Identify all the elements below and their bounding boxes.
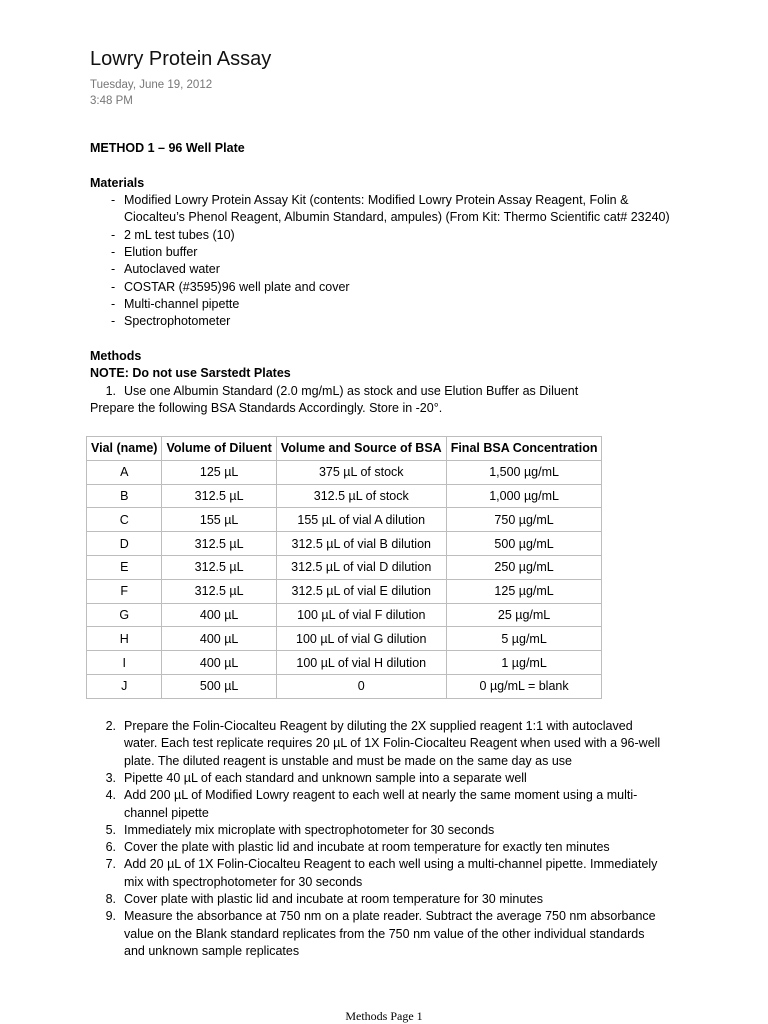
table-cell: 0 µg/mL = blank: [446, 674, 602, 698]
table-header-row: [87, 437, 602, 461]
table-row: [87, 579, 602, 603]
bullet-dash: -: [111, 193, 116, 207]
material-item: Elution buffer: [124, 244, 198, 259]
method-heading: METHOD 1 – 96 Well Plate: [90, 141, 245, 155]
table-cell: 375 µL of stock: [276, 460, 446, 484]
material-item: 2 mL test tubes (10): [124, 227, 235, 242]
step-number: 2.: [105, 719, 116, 733]
material-item: Spectrophotometer: [124, 314, 231, 329]
bullet-dash: -: [111, 279, 116, 294]
step-text: Prepare the Folin-Ciocalteu Reagent by diluting the 2X supplied reagent 1:1 with autoclaved: [124, 719, 633, 733]
table-cell: 155 µL of vial A dilution: [276, 508, 446, 532]
table-cell: 400 µL: [162, 651, 276, 675]
table-cell: G: [87, 603, 162, 627]
table-row: [87, 508, 602, 532]
table-cell: 400 µL: [162, 603, 276, 627]
step-text: Pipette 40 µL of each standard and unknown sample into a separate well: [124, 770, 527, 785]
table-cell: 750 µg/mL: [446, 508, 602, 532]
table-cell: F: [87, 579, 162, 603]
table-cell: 1,500 µg/mL: [446, 460, 602, 484]
table-header: Volume of Diluent: [162, 437, 276, 461]
table-cell: 312.5 µL: [162, 579, 276, 603]
bullet-dash: -: [111, 262, 116, 277]
step-number: 8.: [105, 892, 116, 906]
step-text: Cover plate with plastic lid and incubate at room temperature for 30 minutes: [124, 892, 543, 906]
step-number: 3.: [105, 770, 116, 785]
table-cell: 312.5 µL: [162, 532, 276, 556]
table-row: [87, 651, 602, 675]
table-cell: 500 µL: [162, 674, 276, 698]
step-number: 7.: [105, 857, 116, 872]
table-cell: 100 µL of vial F dilution: [276, 603, 446, 627]
table-cell: 100 µL of vial G dilution: [276, 627, 446, 651]
bullet-dash: -: [111, 314, 116, 329]
step-number: 9.: [105, 909, 116, 924]
bullet-dash: -: [111, 296, 116, 311]
step-number: 6.: [105, 840, 116, 855]
methods-heading: Methods: [90, 349, 142, 363]
table-row: [87, 460, 602, 484]
step-text: Add 20 µL of 1X Folin-Ciocalteu Reagent to each well using a multi-channel pipette. Immediately: [124, 857, 658, 872]
step-text: channel pipette: [124, 805, 209, 820]
table-cell: 1 µg/mL: [446, 651, 602, 675]
step-number: 4.: [105, 788, 116, 803]
table-cell: 125 µg/mL: [446, 579, 602, 603]
table-cell: 312.5 µL: [162, 484, 276, 508]
step-text: Immediately mix microplate with spectrophotometer for 30 seconds: [124, 822, 495, 837]
table-row: [87, 532, 602, 556]
step-text: value on the Blank standard replicates from the 750 nm value of the other individual standards: [124, 926, 645, 941]
step-number: 5.: [105, 822, 116, 837]
table-cell: I: [87, 651, 162, 675]
table-cell: 400 µL: [162, 627, 276, 651]
step-1-text: Use one Albumin Standard (2.0 mg/mL) as stock and use Elution Buffer as Diluent: [124, 384, 579, 398]
step-text: Measure the absorbance at 750 nm on a plate reader. Subtract the average 750 nm absorbance: [124, 909, 656, 924]
page-date: Tuesday, June 19, 2012: [90, 79, 213, 91]
table-row: [87, 555, 602, 579]
table-cell: 312.5 µL of vial E dilution: [276, 579, 446, 603]
table-cell: 155 µL: [162, 508, 276, 532]
material-item: Modified Lowry Protein Assay Kit (contents: Modified Lowry Protein Assay Reagent, Folin &: [124, 193, 629, 207]
step-text: Add 200 µL of Modified Lowry reagent to each well at nearly the same moment using a multi-: [124, 788, 638, 803]
table-cell: D: [87, 532, 162, 556]
table-cell: 250 µg/mL: [446, 555, 602, 579]
step-text: Cover the plate with plastic lid and incubate at room temperature for exactly ten minutes: [124, 840, 610, 855]
table-cell: 0: [276, 674, 446, 698]
table-cell: 312.5 µL of stock: [276, 484, 446, 508]
table-cell: 100 µL of vial H dilution: [276, 651, 446, 675]
table-cell: A: [87, 460, 162, 484]
bullet-dash: -: [111, 244, 116, 259]
table-row: [87, 627, 602, 651]
table-cell: 312.5 µL: [162, 555, 276, 579]
table-header: Vial (name): [87, 437, 162, 461]
table-cell: B: [87, 484, 162, 508]
table-cell: 1,000 µg/mL: [446, 484, 602, 508]
bullet-dash: -: [111, 227, 116, 242]
table-cell: J: [87, 674, 162, 698]
step-number: 1.: [105, 384, 116, 398]
table-cell: 312.5 µL of vial D dilution: [276, 555, 446, 579]
table-header: Final BSA Concentration: [446, 437, 602, 461]
step-text: plate. The diluted reagent is unstable and must be made on the same day as use: [124, 753, 572, 768]
material-item: COSTAR (#3595)96 well plate and cover: [124, 279, 350, 294]
page-footer: Methods Page 1: [345, 1009, 423, 1023]
methods-note: NOTE: Do not use Sarstedt Plates: [90, 366, 291, 380]
table-cell: H: [87, 627, 162, 651]
table-cell: 500 µg/mL: [446, 532, 602, 556]
material-item: Autoclaved water: [124, 262, 220, 277]
table-row: [87, 674, 602, 698]
page-time: 3:48 PM: [90, 95, 133, 107]
table-cell: C: [87, 508, 162, 532]
table-cell: 312.5 µL of vial B dilution: [276, 532, 446, 556]
prepare-text: Prepare the following BSA Standards Accordingly. Store in -20°.: [90, 401, 443, 415]
page-title: Lowry Protein Assay: [90, 48, 272, 70]
step-text: and unknown sample replicates: [124, 943, 300, 958]
materials-heading: Materials: [90, 176, 145, 190]
table-cell: 25 µg/mL: [446, 603, 602, 627]
table-cell: 125 µL: [162, 460, 276, 484]
material-item: Multi-channel pipette: [124, 296, 240, 311]
step-text: mix with spectrophotometer for 30 seconds: [124, 874, 363, 889]
step-text: water. Each test replicate requires 20 µL of 1X Folin-Ciocalteu Reagent when used with a 96-well: [124, 736, 661, 751]
bsa-standards-table: [86, 436, 602, 699]
table-header: Volume and Source of BSA: [276, 437, 446, 461]
table-row: [87, 603, 602, 627]
table-cell: 5 µg/mL: [446, 627, 602, 651]
material-item: Ciocalteu’s Phenol Reagent, Albumin Standard, ampules) (From Kit: Thermo Scientific cat# 23240): [124, 210, 670, 225]
table-cell: E: [87, 555, 162, 579]
table-row: [87, 484, 602, 508]
